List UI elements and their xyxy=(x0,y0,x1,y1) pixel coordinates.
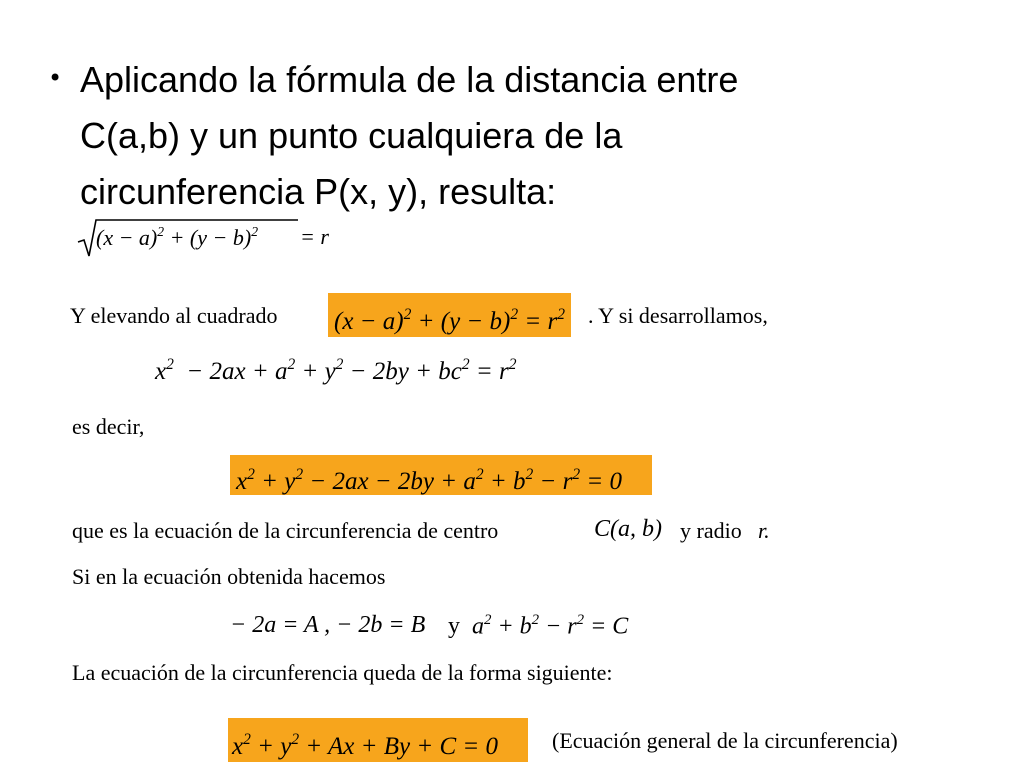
substitution-left: − 2a = A , − 2b = B xyxy=(230,612,426,638)
substitution-intro: Si en la ecuación obtenida hacemos xyxy=(72,564,386,589)
center-text: que es la ecuación de la circunferencia de centro xyxy=(72,518,499,543)
squared-equation-highlight: $(x - a)^2 + (y - b)^2 = r^2$ xyxy=(328,293,571,337)
radius-label: y radio xyxy=(680,518,742,543)
es-decir-text: es decir, xyxy=(72,414,145,439)
squared-outro: . Y si desarrollamos, xyxy=(588,303,768,328)
general-form-highlight: $x^2 + y^2 - 2ax - 2by + a^2 + b^2 - r^2 = 0$ xyxy=(230,455,652,495)
bullet-line: circunferencia P(x, y), resulta: xyxy=(80,171,557,212)
squared-intro: Y elevando al cuadrado xyxy=(70,303,278,328)
substitution-formula xyxy=(230,612,660,646)
distance-radicand: $(x - a)^2 + (y - b)^2$ xyxy=(96,224,258,250)
final-intro: La ecuación de la circunferencia queda de la forma siguiente: xyxy=(72,660,613,685)
bullet-line: C(a,b) y un punto cualquiera de la xyxy=(80,115,623,156)
final-equation-highlight: $x^2 + y^2 + Ax + By + C = 0$ xyxy=(228,718,528,762)
expanded-equation: $x^2 - 2ax + a^2 + y^2 - 2by + bc^2 = r^2$ xyxy=(155,356,517,386)
bullet-dot-icon: • xyxy=(48,64,63,92)
center-point: C(a, b) xyxy=(594,516,662,542)
bullet-line: Aplicando la fórmula de la distancia entre xyxy=(80,59,739,100)
final-label: (Ecuación general de la circunferencia) xyxy=(552,728,898,753)
substitution-right: $a^2 + b^2 - r^2 = C$ xyxy=(472,612,629,640)
substitution-and: y xyxy=(448,613,460,639)
distance-equals: = r xyxy=(300,224,329,249)
center-line xyxy=(72,514,832,548)
radius-symbol: r. xyxy=(758,518,770,543)
bullet-text xyxy=(80,52,920,220)
